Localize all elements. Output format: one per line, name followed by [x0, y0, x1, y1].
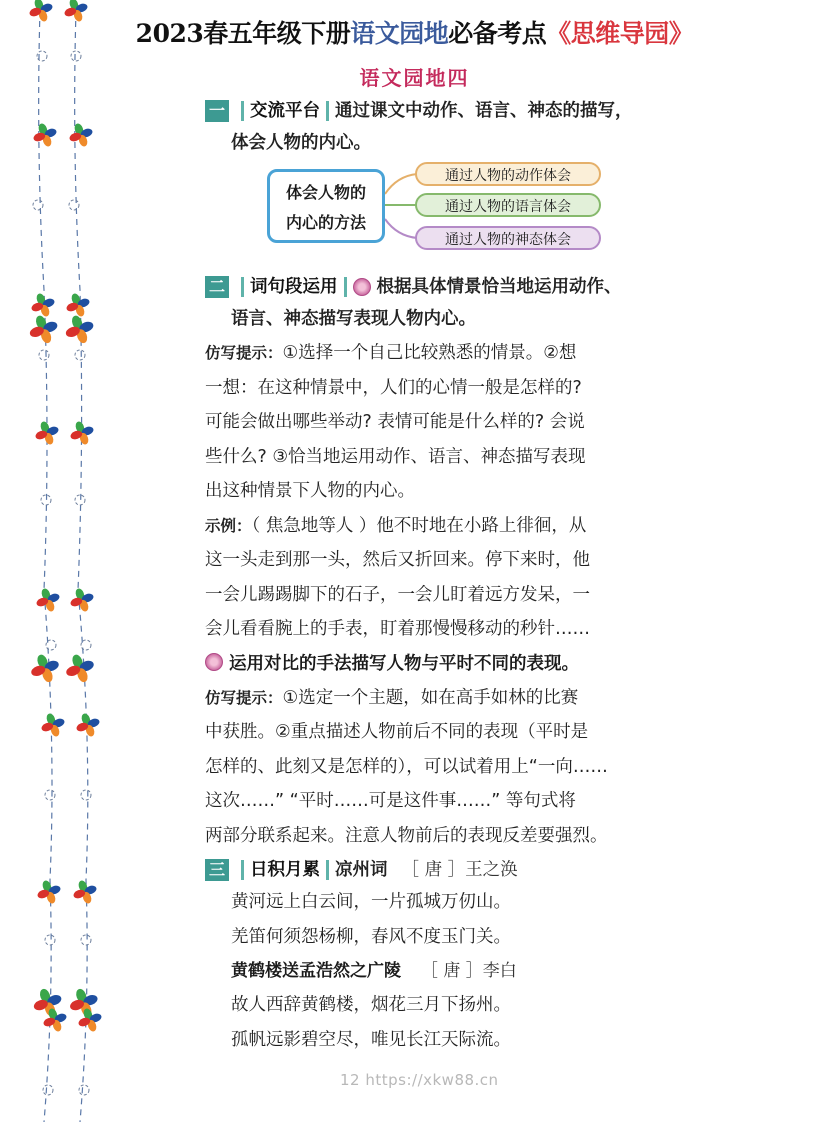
poem-author: ［ 唐 ］李白	[420, 961, 517, 981]
section-heading-daily-accumulation	[205, 855, 675, 885]
watermark: 12 https://xkw88.cn	[340, 1071, 499, 1089]
hint-line: 这次……” “平时……可是这件事……” 等句式将	[205, 791, 576, 811]
hint-line: 两部分联系起来。注意人物前后的表现反差要强烈。	[205, 825, 608, 846]
divider-bar	[326, 101, 329, 121]
hint-line: ①选择一个自己比较熟悉的情景。②想	[282, 343, 577, 363]
title-mindmap: 《思维导园》	[546, 19, 694, 48]
example-line: 会儿看看腕上的手表，盯着那慢慢移动的秒针……	[205, 619, 590, 639]
poem-author: ［ 唐 ］王之涣	[401, 860, 518, 880]
divider-bar	[241, 277, 244, 297]
title-key-points: 必备考点	[448, 19, 547, 48]
hint-label: 仿写提示：	[205, 344, 283, 362]
writing-hint-1	[205, 336, 675, 509]
section-heading-exchange-platform	[205, 96, 675, 126]
poem-line: 故人西辞黄鹤楼，烟花三月下扬州。	[231, 995, 511, 1015]
mind-map-node-expression: 通过人物的神态体会	[415, 226, 601, 250]
hint-line: 可能会做出哪些举动? 表情可能是什么样的? 会说	[205, 412, 585, 432]
section-title: 词句段运用	[250, 277, 338, 297]
divider-bar	[344, 277, 347, 297]
example-line: 这一头走到那一头，然后又折回来。停下来时，他	[205, 550, 590, 570]
pinwheel-border-decoration	[0, 0, 120, 1122]
hint-line: 些什么? ③恰当地运用动作、语言、神态描写表现	[205, 446, 586, 467]
hint-line: 出这种情景下人物的内心。	[205, 481, 415, 501]
section-number-badge: 一	[205, 100, 229, 122]
section-title: 交流平台	[250, 101, 320, 121]
poem-heading	[205, 954, 675, 988]
mind-map-node-action: 通过人物的动作体会	[415, 162, 601, 186]
title-topic: 语文园地	[350, 19, 449, 48]
hint-line: 一想：在这种情景中，人们的心情一般是怎样的?	[205, 377, 582, 398]
poem-line: 孤帆远影碧空尽，唯见长江天际流。	[231, 1029, 511, 1050]
mind-map-node-language: 通过人物的语言体会	[415, 193, 601, 217]
unit-subtitle: 语文园地四	[359, 66, 470, 90]
divider-bar	[326, 860, 329, 880]
section-heading-word-usage	[205, 272, 675, 302]
center-node-line: 内心的方法	[285, 213, 366, 232]
hint-label: 仿写提示：	[205, 688, 283, 707]
writing-hint-2	[205, 681, 675, 854]
main-content	[205, 96, 675, 1057]
section-number-badge: 三	[205, 859, 229, 881]
hint-line: ①选定一个主题，如在高手如林的比赛	[282, 687, 579, 708]
point-2	[205, 647, 675, 681]
poem-line: 羌笛何须怨杨柳，春风不度玉门关。	[231, 926, 511, 947]
section-title: 日积月累	[250, 860, 320, 880]
divider-bar	[241, 101, 244, 121]
hint-line: 中获胜。②重点描述人物前后不同的表现（平时是	[205, 722, 589, 742]
section-number-badge: 二	[205, 276, 229, 298]
point-text-continued: 语言、神态描写表现人物内心。	[231, 309, 476, 329]
poem-title: 凉州词	[335, 860, 388, 880]
point-text: 根据具体情景恰当地运用动作、	[376, 277, 622, 297]
example-paragraph	[205, 509, 675, 647]
divider-bar	[241, 860, 244, 880]
mind-map-center-node	[267, 169, 385, 243]
hint-line: 怎样的、此刻又是怎样的），可以试着用上“一向……	[205, 756, 608, 777]
example-line: 一会儿踢踢脚下的石子，一会儿盯着远方发呆，一	[205, 584, 590, 605]
example-label: 示例：	[205, 516, 252, 535]
lotus-bullet-icon	[353, 278, 371, 296]
section-summary: 通过课文中动作、语言、神态的描写，	[335, 101, 633, 121]
lotus-bullet-icon	[205, 653, 223, 671]
poem-title: 黄鹤楼送孟浩然之广陵	[231, 961, 401, 981]
title-grade: 2023春五年级下册	[135, 19, 351, 48]
point-text: 运用对比的手法描写人物与平时不同的表现。	[229, 653, 579, 674]
example-line: （ 焦急地等人 ）他不时地在小路上徘徊，从	[251, 515, 587, 536]
page-title	[0, 14, 829, 50]
poem-line: 黄河远上白云间，一片孤城万仞山。	[231, 892, 511, 912]
section-summary-continued: 体会人物的内心。	[231, 133, 371, 153]
center-node-line: 体会人物的	[285, 183, 366, 202]
mind-map	[205, 164, 675, 264]
